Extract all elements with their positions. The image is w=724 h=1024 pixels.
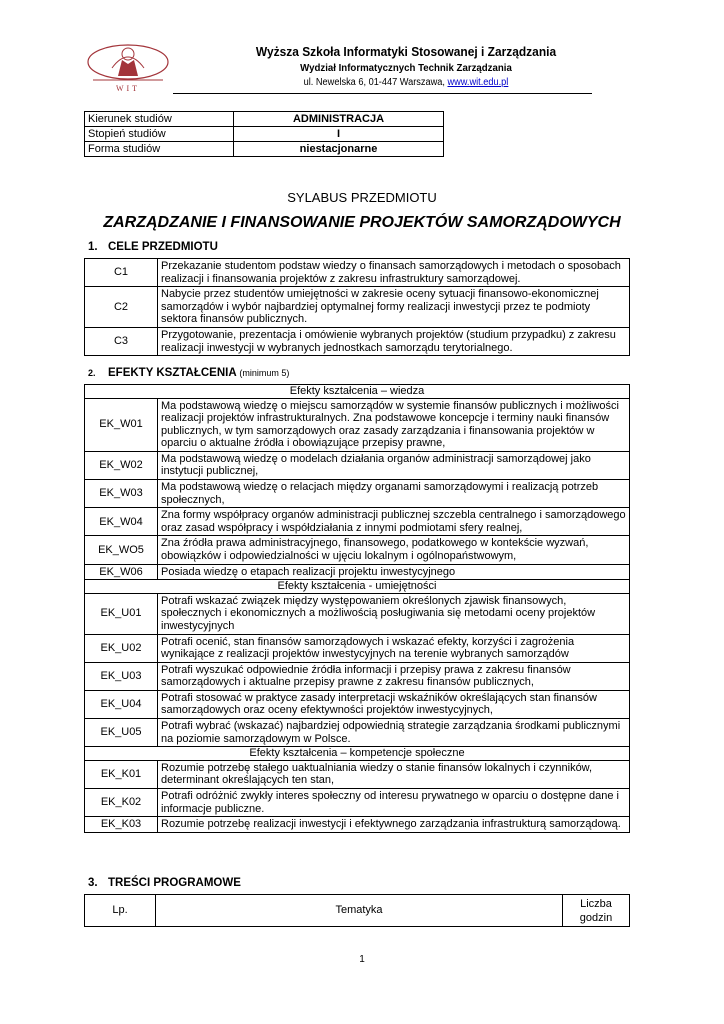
table-row — [85, 760, 630, 788]
outcome-text: Potrafi wyszukać odpowiednie źródła informacji i przepisy prawa z zakresu finansów samorządowych i aktualne przepisy prawne z zakresu finansów publicznych, — [158, 662, 630, 690]
section-number: 3. — [88, 877, 98, 889]
table-row — [85, 127, 444, 142]
goal-text: Przekazanie studentom podstaw wiedzy o finansach samorządowych i metodach o sposobach realizacji i finansowania projektów z zakresu infrastruktury samorządowej. — [158, 259, 630, 287]
table-row — [85, 508, 630, 536]
program-table — [84, 111, 444, 157]
col-lp: Lp. — [85, 895, 156, 927]
outcome-code: EK_W06 — [85, 564, 158, 580]
program-value: I — [234, 127, 444, 142]
outcome-text: Potrafi odróżnić zwykły interes społeczny od interesu prywatnego w oparciu o dostępne dane i informacje publiczne. — [158, 788, 630, 816]
table-row — [85, 719, 630, 747]
table-row — [85, 580, 630, 594]
outcome-code: EK_W02 — [85, 451, 158, 479]
outcome-code: EK_W01 — [85, 398, 158, 451]
table-row — [85, 536, 630, 564]
program-value: niestacjonarne — [234, 142, 444, 157]
section-title: EFEKTY KSZTAŁCENIA — [108, 367, 237, 379]
address-line — [207, 77, 604, 88]
section-3-heading — [88, 877, 241, 889]
logo-text: WIT — [115, 84, 141, 93]
section-title: CELE PRZEDMIOTU — [108, 241, 218, 253]
outcome-code: EK_U02 — [85, 634, 158, 662]
outcome-text: Ma podstawową wiedzę o relacjach między organami samorządowymi i realizacją potrzeb społecznych, — [158, 480, 630, 508]
website-link[interactable]: www.wit.edu.pl — [447, 77, 509, 88]
table-row — [85, 817, 630, 833]
table-row — [85, 634, 630, 662]
outcome-code: EK_U04 — [85, 690, 158, 718]
outcome-code: EK_U03 — [85, 662, 158, 690]
section-number: 2. — [88, 368, 96, 378]
outcome-code: EK_U05 — [85, 719, 158, 747]
outcome-code: EK_K01 — [85, 760, 158, 788]
outcome-text: Zna formy współpracy organów administracji publicznej szczebla centralnego i samorządowego oraz zasad współpracy i współdziałania z innymi podmiotami sfery realnej, — [158, 508, 630, 536]
table-row — [85, 287, 630, 328]
outcome-code: EK_K02 — [85, 788, 158, 816]
goal-code: C1 — [85, 259, 158, 287]
table-row — [85, 564, 630, 580]
table-row — [85, 593, 630, 634]
outcome-text: Potrafi ocenić, stan finansów samorządowych i wskazać efekty, korzyści i zagrożenia wynikające z realizacji projektów inwestycyjnych na terenie wybranych samorządów — [158, 634, 630, 662]
table-row — [85, 385, 630, 399]
outcome-text: Zna źródła prawa administracyjnego, finansowego, podatkowego w kontekście wyzwań, obowiązków i odpowiedzialności w ujęciu lokalnym i ogólnopaństwowym, — [158, 536, 630, 564]
col-hours: Liczba godzin — [563, 895, 630, 927]
program-value: ADMINISTRACJA — [234, 112, 444, 127]
outcome-code: EK_U01 — [85, 593, 158, 634]
table-row — [85, 451, 630, 479]
program-label: Forma studiów — [85, 142, 234, 157]
competence-header: Efekty kształcenia – kompetencje społeczne — [85, 747, 630, 761]
table-row — [85, 112, 444, 127]
table-row — [85, 142, 444, 157]
knowledge-header: Efekty kształcenia – wiedza — [85, 385, 630, 399]
page-number: 1 — [359, 954, 365, 965]
goal-text: Przygotowanie, prezentacja i omówienie wybranych projektów (studium przypadku) z zakresu realizacji inwestycji w wybranych jednostkach samorządu terytorialnego. — [158, 327, 630, 355]
table-row — [85, 747, 630, 761]
table-row — [85, 480, 630, 508]
section-note: (minimum 5) — [239, 368, 290, 378]
wit-logo — [87, 40, 169, 96]
header-divider — [173, 93, 592, 94]
section-number: 1. — [88, 241, 98, 253]
table-row — [85, 690, 630, 718]
table-header-row — [85, 895, 630, 927]
section-2-heading — [88, 367, 289, 379]
outcomes-table — [84, 384, 630, 833]
course-title: ZARZĄDZANIE I FINANSOWANIE PROJEKTÓW SAMORZĄDOWYCH — [103, 214, 621, 231]
outcome-code: EK_W04 — [85, 508, 158, 536]
table-row — [85, 662, 630, 690]
outcome-text: Rozumie potrzebę stałego uaktualniania wiedzy o stanie finansów lokalnych i czynników, determinant określających ten stan, — [158, 760, 630, 788]
goal-code: C3 — [85, 327, 158, 355]
outcome-text: Rozumie potrzebę realizacji inwestycji i efektywnego zarządzania infrastrukturą samorządową. — [158, 817, 630, 833]
table-row — [85, 327, 630, 355]
content-table — [84, 894, 630, 927]
table-row — [85, 788, 630, 816]
program-label: Kierunek studiów — [85, 112, 234, 127]
table-row — [85, 398, 630, 451]
outcome-code: EK_K03 — [85, 817, 158, 833]
program-label: Stopień studiów — [85, 127, 234, 142]
section-title: TREŚCI PROGRAMOWE — [108, 877, 241, 889]
goal-code: C2 — [85, 287, 158, 328]
address: ul. Newelska 6, 01-447 Warszawa, — [303, 77, 445, 88]
goal-text: Nabycie przez studentów umiejętności w zakresie oceny sytuacji finansowo-ekonomicznej samorządów i wybór najbardziej optymalnej formy realizacji inwestycji przez te podmioty sektora finansów publicznych. — [158, 287, 630, 328]
outcome-text: Potrafi wskazać związek między występowaniem określonych zjawisk finansowych, społecznych i ekonomicznych a możliwością posługiwania się metodami oceny projektów inwestycyjnych — [158, 593, 630, 634]
goals-table — [84, 258, 630, 356]
faculty-name: Wydział Informatycznych Technik Zarządzania — [300, 62, 512, 74]
outcome-code: EK_WO5 — [85, 536, 158, 564]
skills-header: Efekty kształcenia - umiejętności — [85, 580, 630, 594]
outcome-text: Potrafi wybrać (wskazać) najbardziej odpowiednią strategie zarządzania środkami publicznymi na poziomie samorządowym w Polsce. — [158, 719, 630, 747]
section-1-heading — [88, 241, 218, 253]
outcome-text: Ma podstawową wiedzę o miejscu samorządów w systemie finansów publicznych i możliwości realizacji projektów infrastrukturalnych. Zna podstawowe koncepcje i terminy nauki finansów publicznych, w tym samorządowych oraz zasady zarządzania i finansowania projektów w oparciu o aktualne źródła i obowiązujące przepisy prawne, — [158, 398, 630, 451]
institution-name: Wyższa Szkoła Informatyki Stosowanej i Zarządzania — [255, 44, 557, 59]
outcome-code: EK_W03 — [85, 480, 158, 508]
syllabus-label: SYLABUS PRZEDMIOTU — [287, 190, 437, 205]
outcome-text: Ma podstawową wiedzę o modelach działania organów administracji samorządowej jako instytucji publicznej, — [158, 451, 630, 479]
outcome-text: Potrafi stosować w praktyce zasady interpretacji wskaźników określających stan finansów samorządowych oraz oceny efektywności projektów inwestycyjnych, — [158, 690, 630, 718]
col-topic: Tematyka — [156, 895, 563, 927]
outcome-text: Posiada wiedzę o etapach realizacji projektu inwestycyjnego — [158, 564, 630, 580]
table-row — [85, 259, 630, 287]
